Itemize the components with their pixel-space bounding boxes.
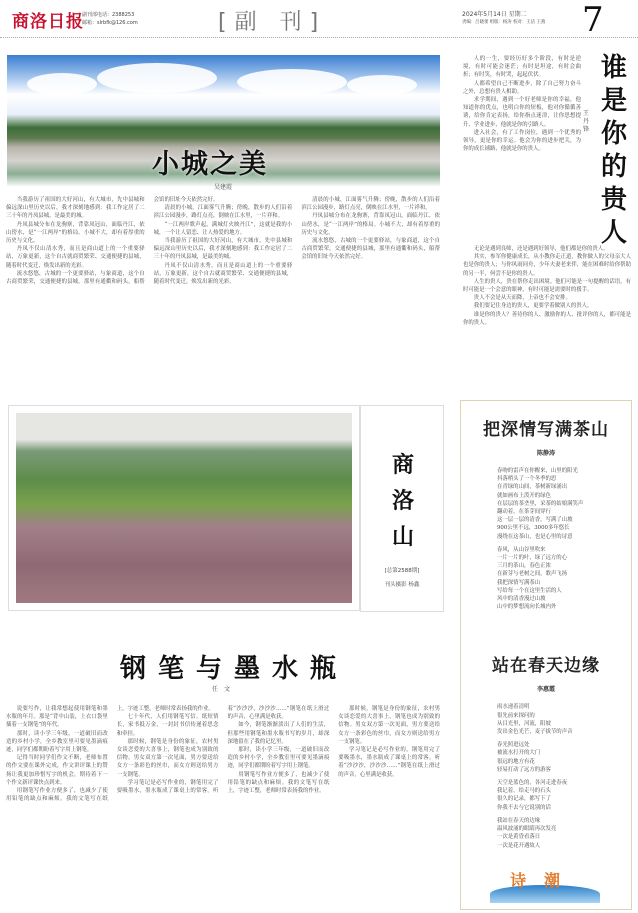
paragraph: 用钢笔写作业方便多了，也减少了使用铅笔的缺点和麻烦。我的文笔写在纸上，字迹工整，老师时常表扬我的作业。 (227, 771, 330, 795)
hotline: 副刊部电话：2388253 (82, 12, 135, 18)
paragraph: 清晨的小城，江面雾气升腾；傍晚，散步的人们沿着滨江公园漫步，路灯点亮，倒映在江水里，一片祥和。 (301, 197, 440, 212)
article-body-bottom (463, 245, 631, 385)
paragraph: 丹凤不仅山清水秀，而且是商山道上的一个重要驿站，万象更新，这个自古就商贸繁荣、交通便捷的县城，随着时代变迁，焕发出新的光彩。 (153, 262, 293, 286)
paragraph: 那时候，钢笔是身份的象征，农村男女谈恋爱的大喜事上，钢笔也成为别致的信物。男女双方第一次见面，男方要送给女方一条彩色的丝巾，而女方则送给男方一支钢笔。 (338, 706, 440, 745)
caption-title: 商洛山 (391, 453, 414, 550)
article-author: 吴建霞 (214, 184, 233, 191)
paragraph: “一江两岸歌声起，满城灯火映丹江”，这就是我的小城，一个让人留恋、让人热爱的地方。 (153, 221, 293, 236)
paragraph: 进入社会，有了工作岗位，遇到一个优秀的领导，更是你的幸运。他会为你的进步把关，为你的成长铺路，他就是你的贵人。 (463, 129, 581, 153)
paragraph: 丹凤县城分布在龙驹寨，背靠凤冠山，面临丹江，依山傍水，是“一江两岸”的格局。小城不大，却有着厚重的历史与文化。 (6, 221, 145, 245)
poem-body: 春吻的雷声在你醒来，山里的阳光 抖落梢头了一个冬季的思 在青绿的山间，茶树新绿涌出 就如画布上泼开的绿色 在层层的茶垄里，采茶的姑娘满笑声 翻动着，在茶芽间穿行 这一层一层的清香，写满了山坡 900公里不远，3000多年悠长 漫绕在这茶山，也是心里的诗意 春风，从山谷里吹来 一片一片的叶，绿了远方的心 三月的茶山，春色正浓 在新芽与老树之间，歌声飞扬 我把深情写满茶山 写给每一个在这里生活的人 风中的清香漫过山坡 山中的梦想流向长城内外 (497, 468, 584, 611)
newspaper-logo: 商洛日报 (12, 12, 84, 32)
paragraph: 用钢笔写作业方便多了，也减少了使用铅笔的缺点和麻烦。我的文笔写在纸上，字迹工整，老师时常表扬我的作业。 (6, 706, 214, 803)
paragraph: 流水悠悠，古城的一个更要驿站，与象商道，这个自古商贸繁荣，交通便捷的县城，那里有通衢和码头，船帮会馆的旧址今天依然完好。 (6, 197, 219, 286)
paragraph: 谁是你的贵人？善待你的人、激励你的人、批评你的人，都可能是你的贵人。 (463, 311, 631, 326)
paragraph: 求学期间，遇到一个好老师是你的幸福，他知道你的优点，也明白你的短板，他对你循循善诱，给你肯定表扬，给你指点迷津，让你思想提升、学业进步，他就是你的引路人。 (463, 97, 581, 128)
paragraph: 清晨的小城，江面雾气升腾；傍晚，散步的人们沿着滨江公园漫步，路灯点亮，倒映在江水里，一片祥和。 (153, 205, 293, 220)
paragraph: 人都希望自己不断进步，除了自己努力奋斗之外，总想有贵人相助。 (463, 80, 581, 95)
article-title: 钢笔与墨水瓶 (120, 654, 349, 684)
photo-caption-box (360, 405, 444, 612)
issue-date: 2024年5月14日 星期二 (462, 11, 527, 18)
paragraph: 当我游历了祖国的大好河山，有大城市，先中县城和偏远深山里历史以后，我才深刻地感到：我工作定居了二三十年的丹凤县城，是最美的城。 (153, 238, 293, 261)
paragraph: 人生的贵人，贵在帮你走出困境。他们可能是一句提醒的话语，有时可能是一个会意的眼神，有时可能是需要时的援手。 (463, 278, 631, 294)
poem-title: 站在春天边缘 (492, 656, 600, 677)
paragraph: 人的一生，要经历好多个阶段，有时是逆境，有时可能会迷茫；有时是坦途，有时会曲折；有时笑，有时哭，起起伏伏。 (463, 56, 581, 79)
paragraph: 说要写作，让我常想起使用钢笔和墨水瓶的年月。那是“背中山装，上衣口袋里插着一支钢笔”的年代。 (6, 706, 108, 729)
contact-info (82, 11, 138, 27)
article-title-vertical: 谁是你的贵人 (600, 53, 627, 248)
poem-author: 李惠霞 (536, 686, 555, 694)
page-number: 7 (582, 0, 604, 40)
poem-author: 陈静涛 (536, 450, 555, 457)
article-body-top (463, 55, 581, 243)
editors: 责编：吕晓蕾 组版：杨涛 校对：王洁 王燕 (462, 20, 546, 25)
paragraph: 贵人不会是从天而降，上帝也不会安排。 (473, 295, 571, 302)
poetry-column (460, 400, 632, 910)
tea-hill-photo (8, 405, 360, 611)
paragraph: 无论是遇到良师，还是遇到好领导，他们都是你的贵人。 (473, 246, 609, 252)
article-title: 小城之美 (152, 149, 268, 180)
paragraph: 其实，参军你健康成长，从小教你走正道，教你做人的父母亲大人也是你的贵人；与你风雨同舟，少年夫妻老来伴，能在困难时给你帮助的另一半，何尝不是你的贵人。 (463, 254, 631, 277)
paragraph: 那时候，钢笔是身份的象征，农村男女谈恋爱的大喜事上，钢笔也成为别致的信物。男女双方第一次见面，男方要送给女方一条彩色的丝巾，而女方则送给男方一支钢笔。 (116, 738, 219, 778)
poem-body: 雨水递着清明 很先前来探问的 从目光里，河流，阳坡 发出金色光芒，麦子拔节的声音 春光照进远处 被流水打开的大门 很远的地方有花 轻易打动了远方的游客 天空是蓝色的，各河走进春夜 我记着，给走马的石头 很久的记录，都写下了 你我不去与它说别的话 我站在春天的边缘 温风波涌的眼睛再次发亮 一次是黄昏看落日 一次是花开遇故人 (497, 704, 573, 849)
article-author: 任文 (212, 686, 237, 693)
paragraph: 学习笔记是必写作业的，钢笔用完了要吸墨水，墨水瓶成了课桌上的常客。听着“沙沙沙，沙沙沙……”钢笔在纸上滑过的声音，心里满是收获。 (338, 747, 440, 778)
article-author: 王丹锋 (583, 110, 590, 133)
paragraph: 记得当时同学们作文不断，老师布置的作文要在课外完成，作文讲评课上的赞扬让我更加珍惜写字的机会，期待着下一个作文新评课快点到来。 (6, 755, 108, 786)
column-logo: 诗潮 (510, 871, 579, 890)
paragraph: 如今，钢笔渐渐淡出了人们的生活，但那些用钢笔和墨水瓶书写的岁月，却深深地留在了我的记忆里。 (227, 722, 330, 745)
paragraph: 当我游历了祖国的大好河山，有大城市，先中县城和偏远深山里历史以后，我才深刻地感到：我工作定居了二三十年的丹凤县城，是最美的城。 (6, 197, 145, 220)
section-name: [副 刊] (218, 10, 327, 35)
photo-credit: 刊头摄影 杨鑫 (384, 582, 420, 588)
paragraph: 七十年代，人们用钢笔写信。纸短情长，家书抵万金，一封封书信传递着思念和牵挂。 (116, 714, 219, 737)
paragraph: 那时，读小学三年级，一道破旧而改造的乡村小学，全乡教室里可要见墨滴痕迹，同学们都期盼着写字用上钢笔。 (6, 730, 108, 754)
issue-info (462, 11, 574, 27)
issue-number: [总第2588期] (384, 568, 420, 574)
paragraph: 流水悠悠，古城的一个更要驿站，与象商道，这个自古商贸繁荣，交通便捷的县城，那里有通衢和码头，船帮会馆的旧址今天依然完好。 (301, 238, 440, 261)
paragraph: 丹凤不仅山清水秀，而且是商山道上的一个重要驿站，万象更新，这个自古就商贸繁荣、交通便捷的县城，随着时代变迁，焕发出新的光彩。 (6, 246, 145, 269)
article-body (6, 196, 440, 386)
paragraph: 那时，读小学三年级，一道破旧而改造的乡村小学，全乡教室里可要见墨滴痕迹，同学们都期盼着写字用上钢笔。 (227, 747, 330, 770)
paragraph: 我们要记住身边的贵人，更要学着做别人的贵人。 (473, 303, 593, 310)
email: 邮箱：slrbfk@126.com (82, 20, 138, 26)
article-body (6, 705, 440, 911)
paragraph: 丹凤县城分布在龙驹寨，背靠凤冠山，面临丹江，依山傍水，是“一江两岸”的格局。小城不大，却有着厚重的历史与文化。 (301, 213, 440, 236)
paragraph: 学习笔记是必写作业的，钢笔用完了要吸墨水，墨水瓶成了课桌上的常客。听着“沙沙沙，沙沙沙……”钢笔在纸上滑过的声音，心里满是收获。 (116, 706, 330, 795)
masthead (0, 0, 638, 38)
poem-title: 把深情写满茶山 (483, 420, 609, 440)
